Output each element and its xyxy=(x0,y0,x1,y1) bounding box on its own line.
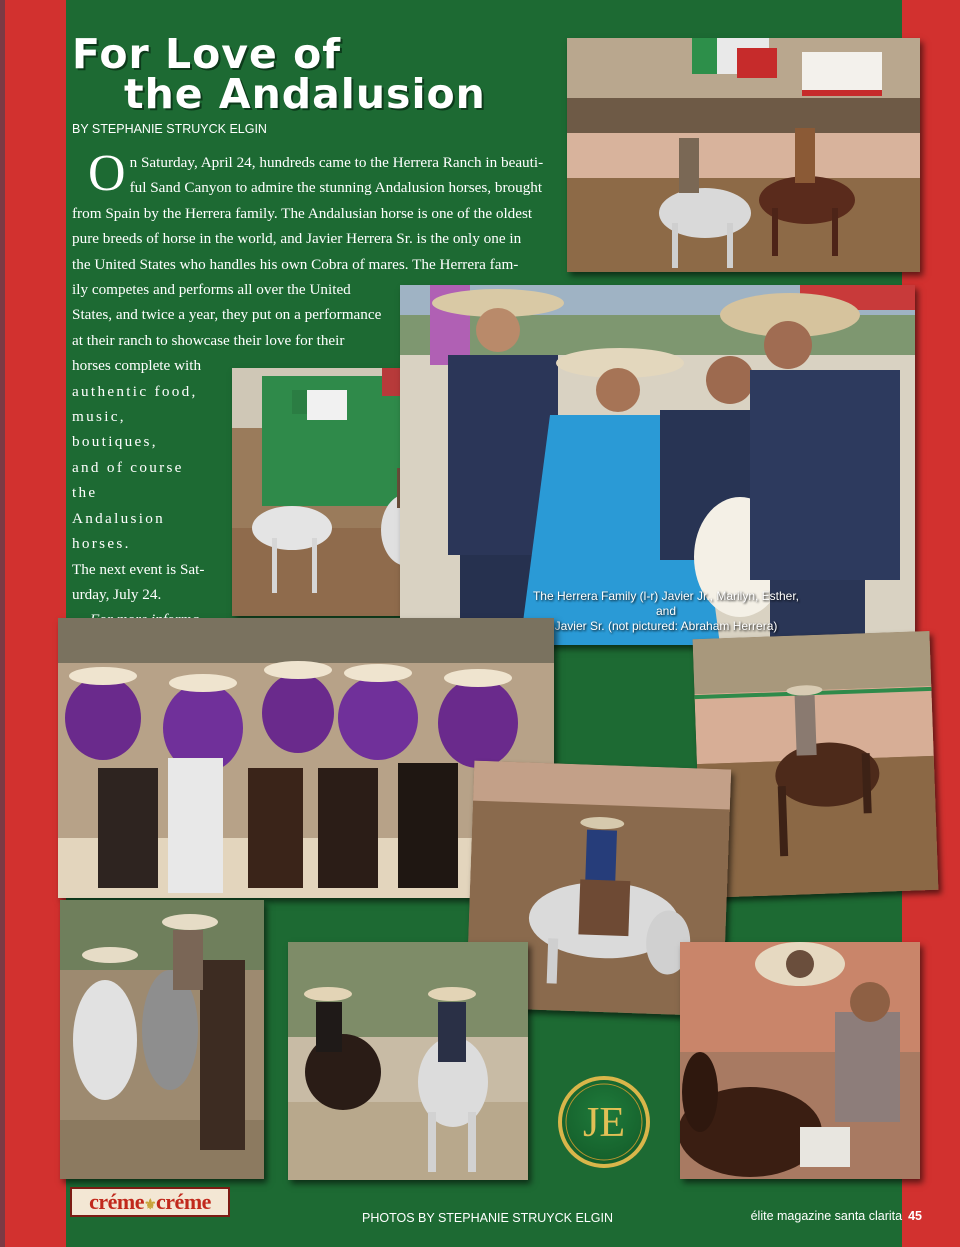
byline: BY STEPHANIE STRUYCK ELGIN xyxy=(72,122,267,136)
page-footer xyxy=(751,1209,922,1223)
title-line-2: the Andalusion xyxy=(124,70,486,118)
drop-cap: O xyxy=(88,145,126,202)
caption-line: The Herrera Family (l-r) Javier Jr., Marilyn, Esther, and xyxy=(532,589,800,618)
body-line: n Saturday, April 24, hundreds came to the Herrera Ranch in beauti- xyxy=(129,154,544,171)
magazine-name: élite magazine santa clarita xyxy=(750,1209,903,1223)
body-line: authentic food, xyxy=(72,382,198,400)
left-red-border xyxy=(0,0,66,1247)
body-line: The next event is Sat- xyxy=(72,560,205,578)
photo-two-charros-riding xyxy=(288,942,528,1180)
page-number: 45 xyxy=(908,1209,922,1223)
body-line: States, and twice a year, they put on a performance xyxy=(72,306,382,324)
photo-credit: PHOTOS BY STEPHANIE STRUYCK ELGIN xyxy=(362,1211,613,1225)
body-line: and of course the xyxy=(72,458,184,502)
body-line: from Spain by the Herrera family. The Andalusian horse is one of the oldest xyxy=(72,204,533,222)
photo-charro-hat-wave xyxy=(680,942,920,1179)
photo-riders-greys xyxy=(60,900,264,1179)
creme-logo-left: créme xyxy=(89,1189,144,1214)
photo-rider-rearing-horse xyxy=(693,631,939,898)
paragraph-narrow xyxy=(72,557,207,608)
caption-line: Javier Sr. (not pictured: Abraham Herrera) xyxy=(554,619,778,633)
body-line: music, boutiques, xyxy=(72,408,158,451)
article-title xyxy=(72,30,486,118)
creme-de-la-creme-logo xyxy=(70,1187,230,1217)
body-line: at their ranch to showcase their love for their xyxy=(72,331,345,349)
body-line: horses complete with xyxy=(72,357,202,375)
photo-flags-riders xyxy=(567,38,920,272)
paragraph-mid xyxy=(72,277,385,379)
title-line-1: For Love of xyxy=(72,30,342,78)
body-line: ily competes and performs all over the United xyxy=(72,281,351,299)
paragraph-wide xyxy=(72,145,552,277)
paragraph-narrow-spaced xyxy=(72,379,207,557)
ranch-monogram-logo xyxy=(556,1074,652,1170)
body-line: Andalusion horses. xyxy=(72,509,166,553)
fleur-de-lis-icon: ⚜ xyxy=(143,1198,157,1213)
logo-monogram: JE xyxy=(583,1100,625,1146)
body-line: ful Sand Canyon to admire the stunning Andalusion horses, brought xyxy=(129,179,543,197)
body-line: pure breeds of horse in the world, and Javier Herrera Sr. is the only one in xyxy=(72,230,522,248)
body-line: urday, July 24. xyxy=(72,585,162,603)
body-line: the United States who handles his own Cobra of mares. The Herrera fam- xyxy=(72,255,519,273)
creme-logo-right: créme xyxy=(156,1189,211,1214)
photo-caption xyxy=(522,589,810,634)
